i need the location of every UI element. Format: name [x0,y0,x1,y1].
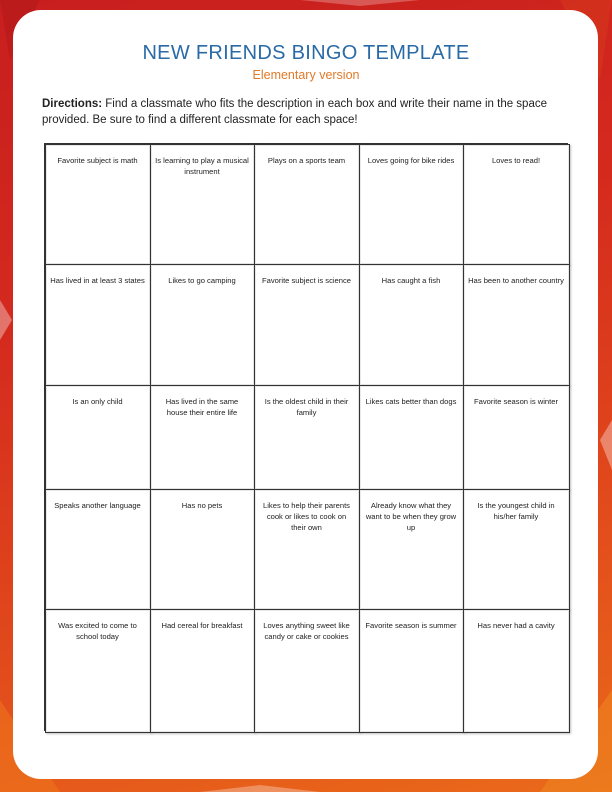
bingo-cell[interactable]: Had cereal for breakfast [150,609,255,733]
bingo-cell[interactable]: Favorite subject is science [254,264,360,386]
bingo-cell[interactable]: Is learning to play a musical instrument [150,144,255,265]
bingo-cell[interactable]: Plays on a sports team [254,144,360,265]
bingo-cell[interactable]: Likes to help their parents cook or likes to cook on their own [254,489,360,610]
bingo-cell[interactable]: Already know what they want to be when they grow up [359,489,464,610]
bingo-cell[interactable]: Likes to go camping [150,264,255,386]
bingo-cell[interactable]: Was excited to come to school today [45,609,151,733]
page-subtitle: Elementary version [252,68,360,82]
bingo-cell[interactable]: Is the youngest child in his/her family [463,489,570,610]
bingo-cell[interactable]: Favorite season is summer [359,609,464,733]
bingo-cell[interactable]: Has never had a cavity [463,609,570,733]
bingo-cell[interactable]: Is the oldest child in their family [254,385,360,490]
bingo-cell[interactable]: Speaks another language [45,489,151,610]
bingo-cell[interactable]: Loves to read! [463,144,570,265]
directions-text: Find a classmate who fits the description in each box and write their name in the space provided. Be sure to find a different classmate for each space! [42,98,547,126]
directions-paragraph [42,96,572,128]
directions-label: Directions: [42,98,103,110]
bingo-cell[interactable]: Is an only child [45,385,151,490]
page-title: NEW FRIENDS BINGO TEMPLATE [142,42,470,64]
bingo-cell[interactable]: Favorite subject is math [45,144,151,265]
bingo-cell[interactable]: Loves going for bike rides [359,144,464,265]
bingo-cell[interactable]: Has caught a fish [359,264,464,386]
bingo-cell[interactable]: Loves anything sweet like candy or cake or cookies [254,609,360,733]
bingo-cell[interactable]: Has lived in the same house their entire life [150,385,255,490]
bingo-cell[interactable]: Favorite season is winter [463,385,570,490]
bingo-cell[interactable]: Has lived in at least 3 states [45,264,151,386]
bingo-cell[interactable]: Likes cats better than dogs [359,385,464,490]
bingo-cell[interactable]: Has no pets [150,489,255,610]
bingo-cell[interactable]: Has been to another country [463,264,570,386]
bingo-grid [44,143,568,731]
